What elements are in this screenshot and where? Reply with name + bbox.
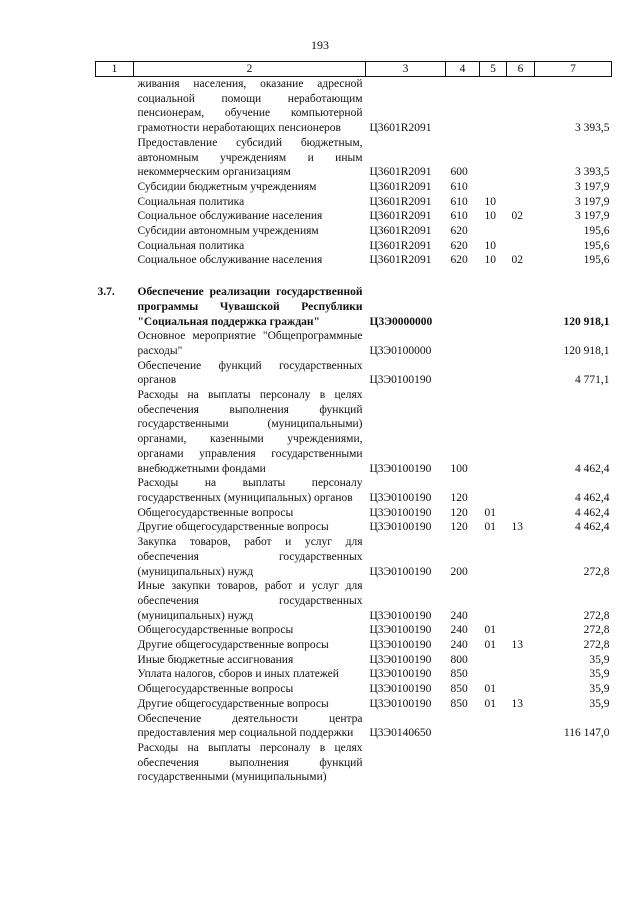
amount: 272,8 [583, 639, 610, 652]
subsection-code [507, 623, 535, 638]
expense-type: 120 [450, 506, 468, 519]
table-row [96, 579, 612, 623]
section-code [480, 579, 507, 623]
row-number [96, 712, 134, 741]
row-name: Общегосударственные вопросы [137, 624, 294, 637]
subsection-code [507, 359, 535, 388]
subsection-code [507, 77, 535, 136]
table-row [96, 268, 612, 329]
page-number: 193 [311, 38, 329, 52]
target-code: Ц3601R2091 [369, 166, 432, 179]
expense-type [446, 359, 480, 388]
target-code [366, 741, 446, 785]
expense-type: 600 [450, 166, 468, 179]
table-row [96, 209, 612, 224]
row-name: Обеспечение функций государственных органов [137, 359, 363, 387]
table-row [96, 388, 612, 476]
expense-type: 120 [450, 521, 468, 534]
table-row [96, 697, 612, 712]
table-row [96, 476, 612, 505]
row-name: Обеспечение реализации государственной программы Чувашской Республики "Социальная поддержка граждан" [137, 286, 363, 328]
expense-type [446, 268, 480, 329]
target-code: Ц3601R2091 [369, 195, 432, 208]
section-code: 10 [484, 195, 496, 208]
target-code: Ц3Э0100190 [369, 491, 432, 504]
column-header-6: 6 [507, 62, 535, 77]
subsection-code: 13 [511, 697, 523, 710]
target-code: Ц3601R2091 [369, 122, 432, 135]
subsection-code [507, 712, 535, 741]
target-code: Ц3Э0100190 [369, 462, 432, 475]
row-number [96, 653, 134, 668]
row-number [96, 209, 134, 224]
amount: 35,9 [589, 683, 610, 696]
row-number [96, 77, 134, 136]
target-code: Ц3Э0100190 [369, 683, 432, 696]
section-code [480, 329, 507, 358]
expense-type: 620 [450, 254, 468, 267]
expense-type: 610 [450, 180, 468, 193]
row-number [96, 195, 134, 210]
subsection-code [507, 741, 535, 785]
row-number [96, 667, 134, 682]
amount: 120 918,1 [563, 315, 610, 328]
amount: 35,9 [589, 653, 610, 666]
table-row [96, 535, 612, 579]
section-code: 01 [484, 639, 496, 652]
amount: 4 462,4 [575, 462, 610, 475]
target-code: Ц3Э0100190 [369, 639, 432, 652]
expense-type [446, 712, 480, 741]
subsection-code [507, 268, 535, 329]
row-name: Закупка товаров, работ и услуг для обеспечения государственных (муниципальных) нужд [137, 536, 363, 578]
table-row [96, 224, 612, 239]
table-row [96, 682, 612, 697]
subsection-code [507, 682, 535, 697]
row-number [96, 359, 134, 388]
row-name: Расходы на выплаты персоналу государственных (муниципальных) органов [137, 477, 363, 504]
row-name: Другие общегосударственные вопросы [137, 521, 329, 534]
row-name: Иные бюджетные ассигнования [137, 653, 294, 666]
target-code: Ц3Э0000000 [369, 315, 433, 328]
expense-type: 850 [450, 683, 468, 696]
amount: 272,8 [583, 624, 610, 637]
table-row [96, 741, 612, 785]
column-header-3: 3 [366, 62, 446, 77]
expense-type: 240 [450, 624, 468, 637]
section-code [480, 180, 507, 195]
row-name: Социальная политика [137, 239, 245, 252]
row-number: 3.7. [97, 286, 115, 299]
section-code [480, 476, 507, 505]
target-code: Ц3Э0100190 [369, 565, 432, 578]
section-code [480, 268, 507, 329]
section-code [480, 136, 507, 180]
expense-type: 850 [450, 668, 468, 681]
target-code: Ц3601R2091 [369, 239, 432, 252]
subsection-code [507, 329, 535, 358]
section-code: 10 [484, 239, 496, 252]
amount: 3 393,5 [575, 166, 610, 179]
expense-type [446, 329, 480, 358]
table-row [96, 667, 612, 682]
row-name: Уплата налогов, сборов и иных платежей [137, 668, 339, 681]
expense-type: 240 [450, 609, 468, 622]
amount: 116 147,0 [563, 727, 610, 740]
section-code [480, 741, 507, 785]
target-code: Ц3Э0100190 [369, 624, 432, 637]
amount: 35,9 [589, 697, 610, 710]
table-row [96, 329, 612, 358]
table-row [96, 195, 612, 210]
row-number [96, 535, 134, 579]
expense-type: 610 [450, 195, 468, 208]
section-code [480, 653, 507, 668]
subsection-code [507, 506, 535, 521]
target-code: Ц3601R2091 [369, 225, 432, 238]
expense-type: 620 [450, 225, 468, 238]
table-row [96, 520, 612, 535]
expense-type [446, 741, 480, 785]
target-code: Ц3Э0100190 [369, 506, 432, 519]
amount: 4 462,4 [575, 506, 610, 519]
amount: 3 393,5 [575, 122, 610, 135]
row-name: Иные закупки товаров, работ и услуг для обеспечения государственных (муниципальных) нужд [137, 580, 363, 622]
subsection-code [507, 579, 535, 623]
section-code [480, 388, 507, 476]
subsection-code: 02 [511, 254, 523, 267]
row-name: Другие общегосударственные вопросы [137, 697, 329, 710]
target-code: Ц3Э0100190 [369, 374, 432, 387]
row-number [96, 224, 134, 239]
target-code: Ц3Э0100190 [369, 697, 432, 710]
row-number [96, 329, 134, 358]
table-row [96, 136, 612, 180]
target-code: Ц3Э0100000 [369, 344, 432, 357]
row-number [96, 180, 134, 195]
row-name: Другие общегосударственные вопросы [137, 639, 329, 652]
section-code: 01 [484, 521, 496, 534]
row-number [96, 520, 134, 535]
column-header-4: 4 [446, 62, 480, 77]
row-name: Общегосударственные вопросы [137, 506, 294, 519]
subsection-code [507, 195, 535, 210]
table-row [96, 77, 612, 136]
column-header-1: 1 [96, 62, 134, 77]
row-number [96, 476, 134, 505]
section-code [480, 667, 507, 682]
subsection-code: 13 [511, 639, 523, 652]
row-name: Расходы на выплаты персоналу в целях обеспечения выполнения функций государственными (муниципальными) [137, 741, 363, 784]
expense-type: 240 [450, 639, 468, 652]
table-row [96, 638, 612, 653]
row-number [96, 253, 134, 268]
expense-type: 850 [450, 697, 468, 710]
column-number-row [96, 62, 612, 77]
table-row [96, 239, 612, 254]
subsection-code [507, 667, 535, 682]
section-code: 10 [484, 210, 496, 223]
amount: 272,8 [583, 609, 610, 622]
column-header-2: 2 [134, 62, 366, 77]
expense-type: 200 [450, 565, 468, 578]
subsection-code: 13 [511, 521, 523, 534]
row-name: Субсидии автономным учреждениям [137, 225, 319, 238]
row-name: Социальная политика [137, 195, 245, 208]
amount: 195,6 [583, 225, 610, 238]
row-name: Социальное обслуживание населения [137, 210, 323, 223]
target-code: Ц3601R2091 [369, 254, 432, 267]
budget-table [95, 61, 612, 785]
row-number [96, 682, 134, 697]
expense-type: 610 [450, 210, 468, 223]
row-number [96, 239, 134, 254]
section-code: 01 [484, 683, 496, 696]
section-code: 01 [484, 697, 496, 710]
subsection-code [507, 388, 535, 476]
row-name: Субсидии бюджетным учреждениям [137, 180, 317, 193]
subsection-code [507, 476, 535, 505]
table-row [96, 506, 612, 521]
table-row [96, 712, 612, 741]
section-code: 10 [484, 254, 496, 267]
budget-table-body [96, 77, 612, 786]
table-row [96, 653, 612, 668]
amount: 4 462,4 [575, 521, 610, 534]
row-number [96, 579, 134, 623]
section-code: 01 [484, 506, 496, 519]
row-name: Общегосударственные вопросы [137, 683, 294, 696]
target-code: Ц3Э0100190 [369, 521, 432, 534]
target-code: Ц3601R2091 [369, 180, 432, 193]
row-name: Расходы на выплаты персоналу в целях обеспечения выполнения функций государственными (муниципальными) органами, казенными учреждениями, органами управления государственными внебюджетными фондами [137, 389, 363, 475]
row-name: Предоставление субсидий бюджетным, автономным учреждениям и иным некоммерческим организациям [137, 136, 363, 179]
section-code [480, 77, 507, 136]
row-number [96, 638, 134, 653]
row-number [96, 136, 134, 180]
subsection-code [507, 224, 535, 239]
column-header-5: 5 [480, 62, 507, 77]
subsection-code [507, 653, 535, 668]
section-code [480, 535, 507, 579]
amount: 195,6 [583, 239, 610, 252]
amount: 4 462,4 [575, 491, 610, 504]
section-code [480, 359, 507, 388]
section-code [480, 224, 507, 239]
amount: 3 197,9 [575, 210, 610, 223]
target-code: Ц3Э0140650 [369, 727, 432, 740]
expense-type: 800 [450, 653, 468, 666]
expense-type [446, 77, 480, 136]
row-name: Обеспечение деятельности центра предоставления мер социальной поддержки [137, 712, 363, 740]
row-number [96, 741, 134, 785]
subsection-code [507, 180, 535, 195]
subsection-code [507, 535, 535, 579]
amount: 3 197,9 [575, 180, 610, 193]
amount: 4 771,1 [575, 374, 610, 387]
row-number [96, 506, 134, 521]
amount: 272,8 [583, 565, 610, 578]
target-code: Ц3Э0100190 [369, 609, 432, 622]
row-name: Социальное обслуживание населения [137, 254, 323, 267]
table-row [96, 359, 612, 388]
subsection-code [507, 239, 535, 254]
expense-type: 100 [450, 462, 468, 475]
target-code: Ц3Э0100190 [369, 653, 432, 666]
subsection-code [507, 136, 535, 180]
amount: 195,6 [583, 254, 610, 267]
table-row [96, 253, 612, 268]
row-number [96, 623, 134, 638]
expense-type: 620 [450, 239, 468, 252]
amount: 3 197,9 [575, 195, 610, 208]
subsection-code: 02 [511, 210, 523, 223]
row-number [96, 697, 134, 712]
amount: 120 918,1 [563, 344, 610, 357]
row-number [96, 388, 134, 476]
amount: 35,9 [589, 668, 610, 681]
column-header-7: 7 [535, 62, 612, 77]
expense-type: 120 [450, 491, 468, 504]
section-code [480, 712, 507, 741]
amount [535, 741, 612, 785]
row-name: живания населения, оказание адресной социальной помощи неработающим пенсионерам, обучение компьютерной грамотности неработающих пенсионеров [137, 78, 363, 135]
section-code: 01 [484, 624, 496, 637]
row-name: Основное мероприятие "Общепрограммные расходы" [137, 330, 363, 357]
table-row [96, 623, 612, 638]
table-row [96, 180, 612, 195]
target-code: Ц3601R2091 [369, 210, 432, 223]
target-code: Ц3Э0100190 [369, 668, 432, 681]
